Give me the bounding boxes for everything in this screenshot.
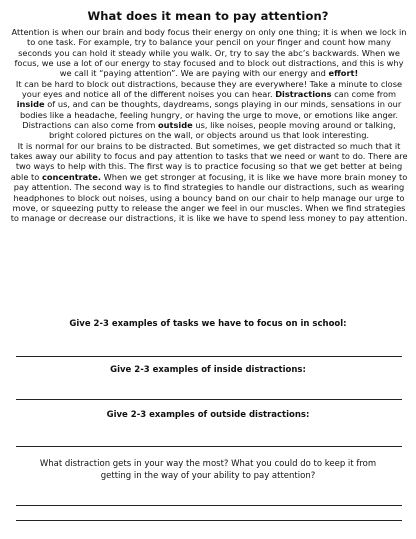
p2-text-a: It can be hard to block out distractions, because they are everywhere! Take a minute to close your eyes and notice all of the different noises you can hear. xyxy=(15,78,403,100)
p2-text-g: us, like noises, people moving around or talking, bright colored pictures on the wall, or objects around us that look interesting. xyxy=(48,120,396,141)
page-title: What does it mean to pay attention? xyxy=(87,9,329,23)
answer-line-biggest-distraction-2[interactable] xyxy=(16,520,402,521)
p2-distractions-bold: Distractions xyxy=(275,89,332,100)
answer-line-inside-distractions[interactable] xyxy=(16,399,402,400)
p3-text-c: When we get stronger at focusing, it is like we have more brain money to pay attention. The second way is to find strategies to handle our distractions, such as wearing headphones to block out noises, using a bouncy band on our chair to help manage our urge to move, or squeezing putty to release the anger we feel in our muscles. When we find strategies to manage or decrease our distractions, it is like we have to spend less money to pay attention. xyxy=(10,171,408,224)
paragraph-distractions xyxy=(10,79,408,141)
p1-effort: effort! xyxy=(328,68,359,79)
p2-text-e: of us, and can be thoughts, daydreams, songs playing in our minds, sensations in our bodies like a headache, feeling hungry, or having the urge to move, or emotions like anger. Distractions can also come from xyxy=(19,99,402,131)
p2-text-c: can come from xyxy=(331,89,397,100)
answer-line-biggest-distraction-1[interactable] xyxy=(16,505,402,506)
question-biggest-distraction: What distraction gets in your way the most? What you could do to keep it from getting in the way of your ability to pay attention? xyxy=(39,459,377,481)
reading-passage xyxy=(10,27,408,224)
p2-outside-bold: outside xyxy=(158,120,193,131)
question-outside-distractions: Give 2-3 examples of outside distractions: xyxy=(106,410,310,420)
paragraph-strategies xyxy=(10,141,408,224)
question-inside-distractions: Give 2-3 examples of inside distractions: xyxy=(110,365,306,375)
p2-inside-bold: inside xyxy=(16,99,45,110)
p1-text: Attention is when our brain and body focus their energy on only one thing; it is when we lock in to one task. For example, try to balance your pencil on your finger and count how many seconds you can hold it steady while you walk. Or, try to say the abc’s backwards. When we focus, we use a lot of our energy to stay focused and to block out distractions, and this is why we call it “paying attention”. We are paying with our energy and xyxy=(11,27,407,79)
answer-line-outside-distractions[interactable] xyxy=(16,446,402,447)
paragraph-attention xyxy=(10,27,408,79)
p3-text-a: It is normal for our brains to be distracted. But sometimes, we get distracted so much that it takes away our ability to focus and pay attention to tasks that we need or want to do. There are two ways to help with this. The first way is to practice focusing so that we get better at being able to xyxy=(10,140,408,182)
answer-line-school-tasks[interactable] xyxy=(16,356,402,357)
p3-concentrate-bold: concentrate. xyxy=(41,171,101,182)
question-school-tasks: Give 2-3 examples of tasks we have to focus on in school: xyxy=(69,319,347,329)
